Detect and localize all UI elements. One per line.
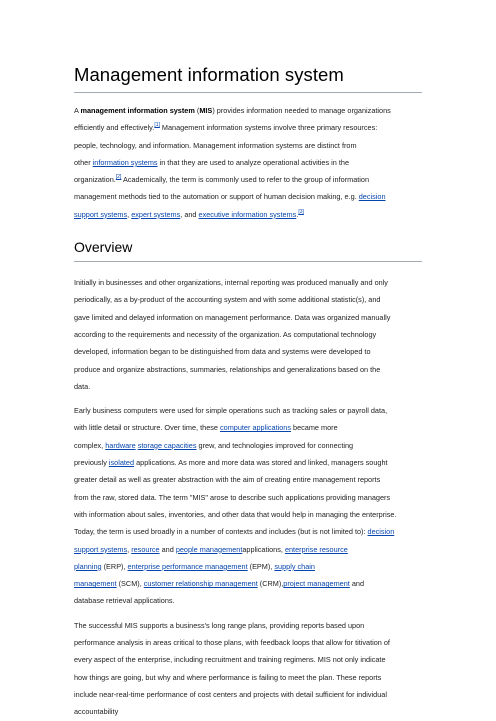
link-enterprise-resource-planning-cont[interactable]: planning <box>74 561 102 571</box>
article <box>74 64 422 721</box>
term-mis-full: management information system <box>80 106 195 115</box>
link-computer-applications[interactable]: computer applications <box>220 423 291 433</box>
link-isolated[interactable]: isolated <box>108 458 135 468</box>
link-information-systems[interactable]: information systems <box>92 157 158 167</box>
link-executive-information-systems[interactable]: executive information systems <box>198 209 297 219</box>
link-people-management[interactable]: people management <box>175 544 243 554</box>
link-enterprise-performance-management[interactable]: enterprise performance management <box>127 561 248 571</box>
overview-paragraph-1: Initially in businesses and other organizations, internal reporting was produced manually and only periodically, as a by-product of the accounting system and with some additional statistic(s), and gave limited and delayed information on management performance. Data was organized manually according to the requirements and necessity of the organization. As computational technology developed, information began to be distinguished from data and systems were developed to produce and organize abstractions, summaries, relationships and generalizations based on the data. <box>74 278 391 391</box>
page-title: Management information system <box>74 64 422 93</box>
citation-2[interactable]: [2] <box>115 174 122 181</box>
citation-1[interactable]: [1] <box>154 122 160 129</box>
section-heading-overview: Overview <box>74 239 422 262</box>
overview-paragraph-3: The successful MIS supports a business's long range plans, providing reports based upon performance analysis in areas critical to those plans, with feedback loops that allow for titivation of every aspect of the enterprise, including recruitment and training regimens. MIS not only indicate how things are going, but why and where performance is failing to meet the plan. These reports include near-real-time performance of cost centers and projects with detail sufficient for individual accountability <box>74 620 390 717</box>
link-supply-chain-management[interactable]: supply chain <box>274 561 315 571</box>
citation-3[interactable]: [3] <box>298 208 304 215</box>
intro-paragraph: A management information system (MIS) provides information needed to manage organizations efficiently and effectively.[1] Management information systems involve three primary resources: people, technology, and information. Management information systems are distinct from other information systems in that they are used to analyze operational activities in the organization.[2] Academically, the term is commonly used to refer to the group of information management methods tied to the automation or support of human decision making, e.g. decision support systems, expert systems, and executive information systems.[3] <box>74 106 391 219</box>
link-project-management[interactable]: project management <box>283 579 350 589</box>
link-enterprise-resource-planning[interactable]: enterprise resource <box>284 544 348 554</box>
link-decision-support-systems-cont[interactable]: support systems <box>74 209 128 219</box>
link-supply-chain-management-cont[interactable]: management <box>74 579 117 589</box>
link-customer-relationship-management[interactable]: customer relationship management <box>143 579 258 589</box>
term-mis: MIS <box>199 106 213 115</box>
link-expert-systems[interactable]: expert systems <box>131 209 181 219</box>
link-decision-support-systems-2[interactable]: decision <box>367 527 395 537</box>
link-storage-capacities[interactable]: storage capacities <box>137 440 197 450</box>
link-resource[interactable]: resource <box>131 544 160 554</box>
overview-paragraph-2: Early business computers were used for simple operations such as tracking sales or payroll data, with little detail or structure. Over time, these computer applications became more complex, hardware storage capacities grew, and technologies improved for connecting previously isolated applications. As more and more data was stored and linked, managers sought greater detail as well as greater abstraction with the aim of creating entire management reports from the raw, stored data. The term "MIS" arose to describe such applications providing managers with information about sales, inventories, and other data that would help in managing the enterprise. Today, the term is used broadly in a number of contexts and includes (but is not limited to): decision support systems, resource and people managementapplications, enterprise resource planning (ERP), enterprise performance management (EPM), supply chain management (SCM), customer relationship management (CRM),project management and database retrieval applications. <box>74 406 397 606</box>
link-decision-support-systems-2-cont[interactable]: support systems <box>74 544 128 554</box>
link-hardware[interactable]: hardware <box>105 440 136 450</box>
link-decision-support-systems[interactable]: decision <box>358 192 386 202</box>
